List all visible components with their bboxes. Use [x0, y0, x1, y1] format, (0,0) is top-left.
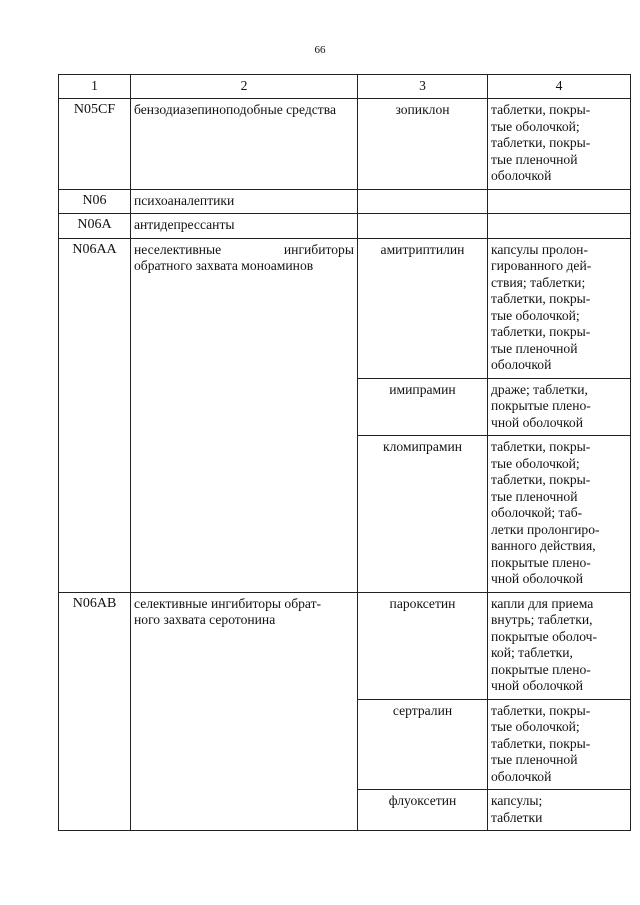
group-name-cell — [131, 238, 358, 592]
table-header-row — [59, 75, 631, 99]
dosage-form-text: капсулы пролон- гированного дей- ствия; таблетки; таблетки, покры- тые оболочкой; таблетки, покры- тые пленочной оболочкой — [491, 241, 592, 372]
drug-name-cell: сертралин — [358, 699, 488, 790]
group-name-cell — [131, 592, 358, 831]
atc-code-cell: N06AB — [59, 592, 131, 831]
dosage-form-text: таблетки, покры- тые оболочкой; таблетки, покры- тые пленочной оболочкой; таб- летки пролонгиро- ванного действия, покрытые плено- чной оболочкой — [491, 439, 600, 586]
group-name-text: бензодиазепиноподобные средства — [134, 102, 336, 117]
group-name-cell — [131, 99, 358, 190]
drug-name-cell: кломипрамин — [358, 436, 488, 593]
dosage-form-text: капли для приема внутрь; таблетки, покрытые оболоч- кой; таблетки, покрытые плено- чной оболочкой — [491, 595, 598, 693]
table-row — [59, 99, 631, 190]
column-header-2: 2 — [131, 75, 358, 99]
column-header-4: 4 — [488, 75, 631, 99]
group-name-cell — [131, 214, 358, 239]
dosage-form-cell — [488, 214, 631, 239]
group-name-cell — [131, 189, 358, 214]
column-header-1: 1 — [59, 75, 131, 99]
drug-name-cell — [358, 214, 488, 239]
drug-name-cell: имипрамин — [358, 378, 488, 436]
group-name-text: антидепрессанты — [134, 217, 235, 232]
dosage-form-cell — [488, 699, 631, 790]
dosage-form-cell — [488, 99, 631, 190]
table-row — [59, 238, 631, 378]
dosage-form-cell — [488, 592, 631, 699]
drug-name-cell: амитриптилин — [358, 238, 488, 378]
group-name-text: селективные ингибиторы обрат- ного захвата серотонина — [134, 595, 322, 627]
dosage-form-text: таблетки, покры- тые оболочкой; таблетки, покры- тые пленочной оболочкой — [491, 102, 591, 183]
table-row — [59, 214, 631, 239]
dosage-form-cell — [488, 378, 631, 436]
dosage-form-cell — [488, 238, 631, 378]
drug-name-cell — [358, 189, 488, 214]
atc-code-cell: N06A — [59, 214, 131, 239]
dosage-form-text: таблетки, покры- тые оболочкой; таблетки, покры- тые пленочной оболочкой — [491, 702, 591, 784]
drug-name-cell: зопиклон — [358, 99, 488, 190]
atc-code-cell: N05CF — [59, 99, 131, 190]
column-header-3: 3 — [358, 75, 488, 99]
dosage-form-text: драже; таблетки, покрытые плено- чной оболочкой — [491, 381, 591, 430]
page-number: 66 — [314, 44, 326, 56]
drug-name-cell: флуоксетин — [358, 790, 488, 831]
dosage-form-cell — [488, 436, 631, 593]
atc-code-cell: N06AA — [59, 238, 131, 592]
dosage-form-cell — [488, 189, 631, 214]
drug-classification-table — [58, 74, 631, 831]
group-name-text: неселективные ингибиторы обратного захвата моноаминов — [134, 241, 354, 273]
table-row — [59, 592, 631, 699]
dosage-form-cell — [488, 790, 631, 831]
group-name-text: психоаналептики — [134, 192, 235, 208]
table-row — [59, 189, 631, 214]
dosage-form-text: капсулы; таблетки — [491, 793, 543, 825]
atc-code-cell: N06 — [59, 189, 131, 214]
drug-name-cell: пароксетин — [358, 592, 488, 699]
